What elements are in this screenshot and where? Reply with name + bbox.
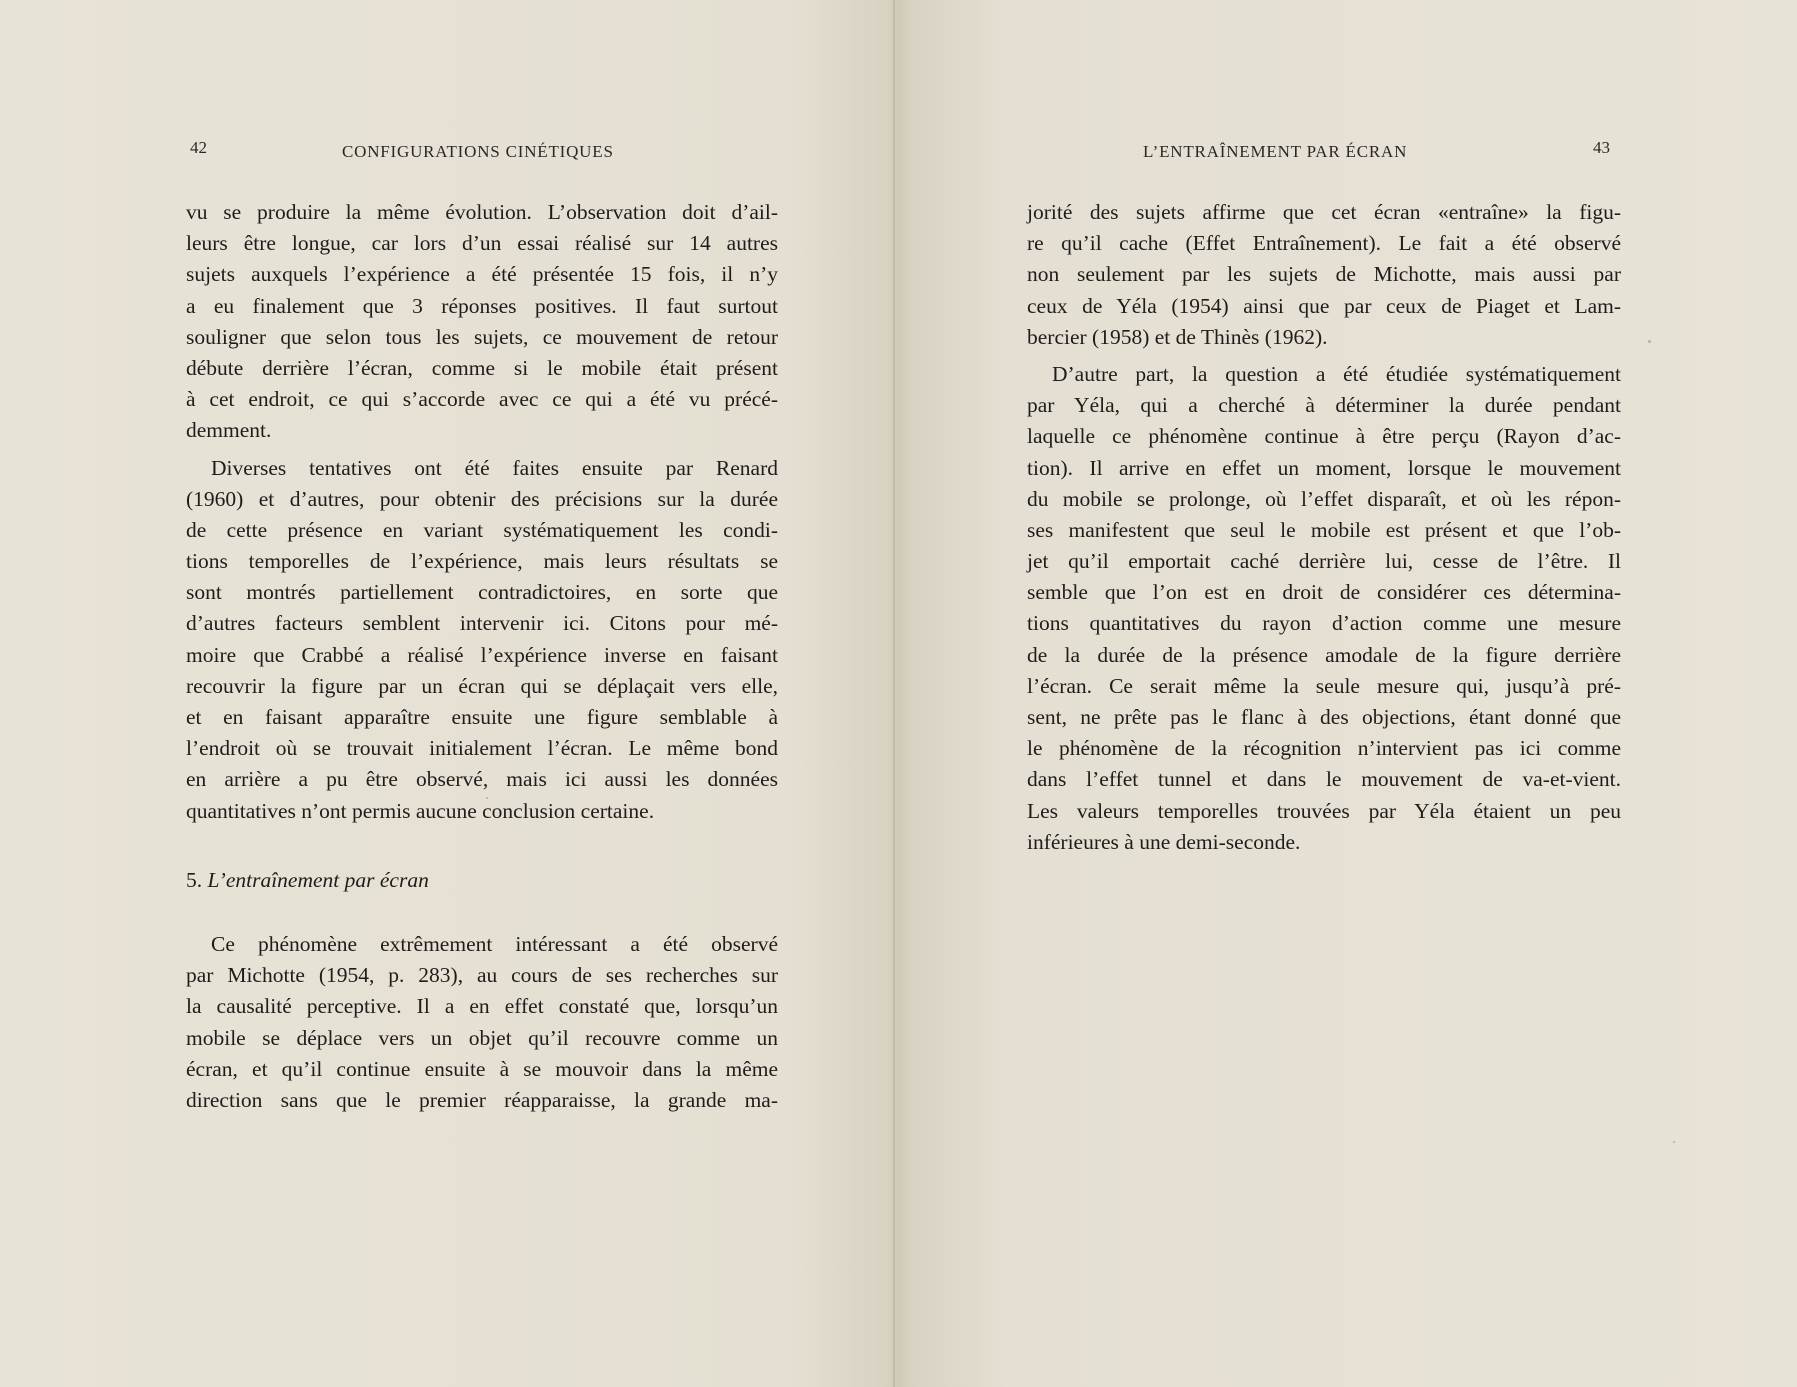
paragraph [1027, 197, 1621, 353]
text-line: en arrière a pu être observé, mais ici aussi les données [186, 767, 778, 792]
text-line: souligner que selon tous les sujets, ce mouvement de retour [186, 324, 778, 349]
section-heading [186, 865, 778, 896]
paragraph [186, 453, 778, 827]
text-line: D’autre part, la question a été étudiée systématiquement [1052, 361, 1621, 386]
text-line: le phénomène de la récognition n’intervient pas ici comme [1027, 736, 1621, 761]
text-line: ses manifestent que seul le mobile est présent et que l’ob- [1027, 517, 1621, 542]
text-line: recouvrir la figure par un écran qui se déplaçait vers elle, [186, 673, 778, 698]
page-number: 42 [190, 138, 207, 157]
paragraph [186, 929, 778, 1116]
text-line: tion). Il arrive en effet un moment, lorsque le mouvement [1027, 455, 1621, 480]
text-line: tions quantitatives du rayon d’action comme une mesure [1027, 611, 1621, 636]
text-line: de la durée de la présence amodale de la figure derrière [1027, 642, 1621, 667]
text-line: par Michotte (1954, p. 283), au cours de ses recherches sur [186, 963, 778, 988]
body-text [186, 197, 778, 1116]
paragraph [186, 197, 778, 447]
text-line: jorité des sujets affirme que cet écran «entraîne» la figu- [1027, 200, 1621, 224]
text-line: tions temporelles de l’expérience, mais leurs résultats se [186, 549, 778, 574]
text-line: débute derrière l’écran, comme si le mobile était présent [186, 355, 778, 380]
text-line: moire que Crabbé a réalisé l’expérience inverse en faisant [186, 642, 778, 667]
running-head: CONFIGURATIONS CINÉTIQUES [342, 142, 614, 161]
text-line: Les valeurs temporelles trouvées par Yéla étaient un peu [1027, 798, 1621, 823]
text-line: semble que l’on est en droit de considérer ces détermina- [1027, 580, 1621, 605]
text-line: à cet endroit, ce qui s’accorde avec ce qui a été vu précé- [186, 387, 778, 412]
text-line: par Yéla, qui a cherché à déterminer la durée pendant [1027, 393, 1621, 418]
text-line: quantitatives n’ont permis aucune conclusion certaine. [186, 798, 655, 823]
text-line: mobile se déplace vers un objet qu’il recouvre comme un [186, 1025, 778, 1050]
text-line: non seulement par les sujets de Michotte, mais aussi par [1027, 262, 1621, 287]
text-line: d’autres facteurs semblent intervenir ici. Citons pour mé- [186, 611, 778, 636]
text-line: direction sans que le premier réapparaisse, la grande ma- [186, 1087, 778, 1112]
text-line: Diverses tentatives ont été faites ensuite par Renard [211, 455, 778, 480]
text-line: (1960) et d’autres, pour obtenir des précisions sur la durée [186, 486, 778, 511]
text-line: l’endroit où se trouvait initialement l’écran. Le même bond [186, 736, 778, 761]
text-line: Ce phénomène extrêmement intéressant a été observé [211, 931, 778, 956]
paper-speck [486, 797, 488, 799]
section-number: 5. [186, 867, 203, 892]
text-line: la causalité perceptive. Il a en effet constaté que, lorsqu’un [186, 994, 778, 1019]
text-line: sont montrés partiellement contradictoires, en sorte que [186, 580, 778, 605]
text-line: ceux de Yéla (1954) ainsi que par ceux de Piaget et Lam- [1027, 293, 1621, 318]
text-line: a eu finalement que 3 réponses positives. Il faut surtout [186, 293, 778, 318]
text-line: demment. [186, 418, 272, 443]
text-line: leurs être longue, car lors d’un essai réalisé sur 14 autres [186, 231, 778, 256]
left-page [0, 0, 895, 1387]
page-number: 43 [1593, 138, 1610, 157]
running-head: L’ENTRAÎNEMENT PAR ÉCRAN [1143, 142, 1408, 161]
section-title: L’entraînement par écran [207, 867, 429, 892]
text-line: re qu’il cache (Effet Entraînement). Le fait a été observé [1027, 231, 1621, 256]
text-line: du mobile se prolonge, où l’effet disparaît, et où les répon- [1027, 486, 1621, 511]
text-line: de cette présence en variant systématiquement les condi- [186, 517, 778, 542]
text-line: sent, ne prête pas le flanc à des objections, étant donné que [1027, 705, 1621, 729]
text-line: jet qu’il emportait caché derrière lui, cesse de l’être. Il [1027, 549, 1621, 574]
text-line: inférieures à une demi-seconde. [1027, 829, 1301, 854]
text-line: écran, et qu’il continue ensuite à se mouvoir dans la même [186, 1056, 778, 1081]
text-line: sujets auxquels l’expérience a été présentée 15 fois, il n’y [186, 262, 778, 287]
paper-speck [1648, 340, 1651, 343]
right-page [895, 0, 1797, 1387]
paper-speck [1673, 1141, 1675, 1143]
text-line: et en faisant apparaître ensuite une figure semblable à [186, 705, 778, 729]
text-line: laquelle ce phénomène continue à être perçu (Rayon d’ac- [1027, 424, 1621, 449]
body-text [1027, 197, 1621, 858]
text-line: bercier (1958) et de Thinès (1962). [1027, 324, 1328, 349]
text-line: dans l’effet tunnel et dans le mouvement de va-et-vient. [1027, 767, 1621, 792]
text-line: l’écran. Ce serait même la seule mesure qui, jusqu’à pré- [1027, 673, 1621, 698]
text-line: vu se produire la même évolution. L’observation doit d’ail- [186, 200, 778, 224]
paragraph [1027, 359, 1621, 858]
